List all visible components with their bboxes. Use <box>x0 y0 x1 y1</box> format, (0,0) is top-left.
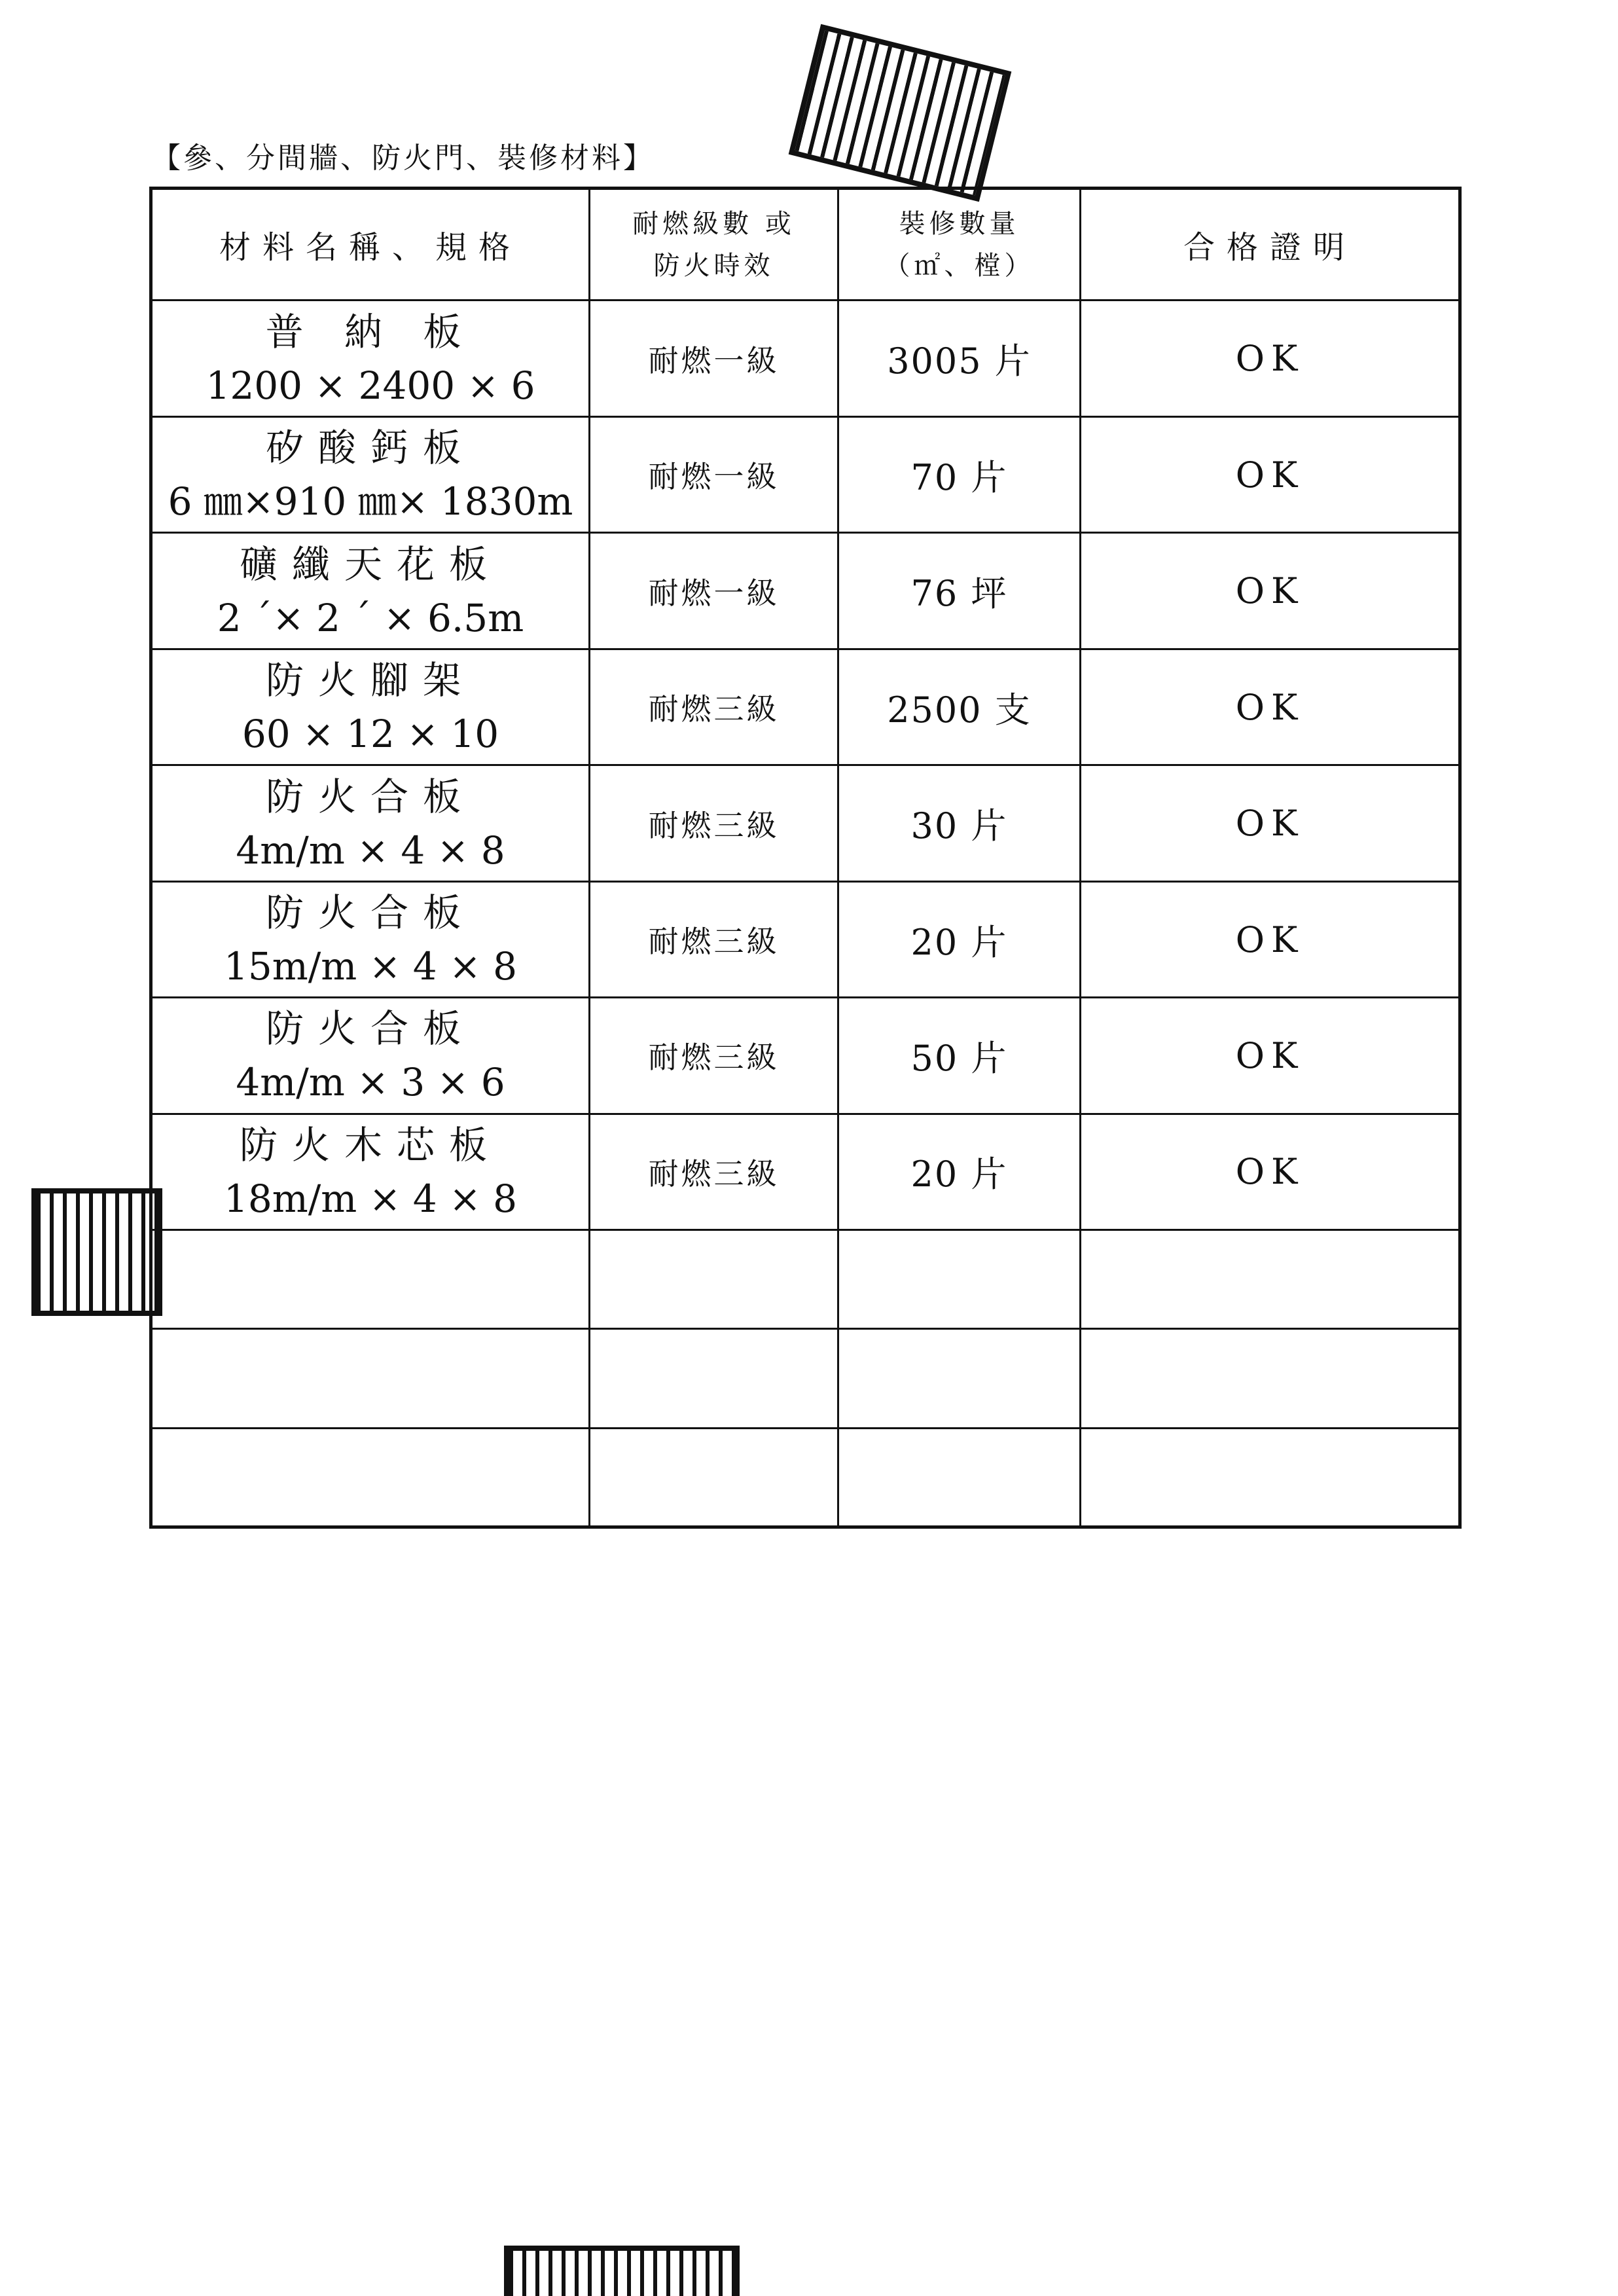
header-quantity <box>838 189 1081 301</box>
table-row <box>151 649 1460 765</box>
header-quantity-line1: 裝修數量 <box>899 208 1020 239</box>
quantity-cell: 20 片 <box>838 1114 1081 1230</box>
table-row <box>151 1114 1460 1230</box>
empty-table-row <box>151 1230 1460 1329</box>
quantity-cell: 30 片 <box>838 765 1081 881</box>
material-cell <box>151 881 590 997</box>
material-cell <box>151 533 590 649</box>
header-fire-rating-line1: 耐燃級數 或 <box>632 208 795 239</box>
empty-cell <box>838 1428 1081 1527</box>
quantity-cell: 76 坪 <box>838 533 1081 649</box>
material-spec: 4m/m × 3 × 6 <box>236 1060 505 1105</box>
material-name: 矽酸鈣板 <box>265 426 475 471</box>
empty-cell <box>590 1329 838 1428</box>
quantity-cell: 50 片 <box>838 998 1081 1114</box>
fire-rating-cell: 耐燃一級 <box>590 533 838 649</box>
material-cell <box>151 1114 590 1230</box>
seal-stamp-left <box>31 1188 162 1316</box>
material-spec: 18m/m × 4 × 8 <box>223 1176 518 1221</box>
empty-cell <box>590 1428 838 1527</box>
material-cell <box>151 998 590 1114</box>
table-row <box>151 998 1460 1114</box>
material-spec: 4m/m × 4 × 8 <box>236 828 505 873</box>
empty-cell <box>838 1329 1081 1428</box>
empty-table-row <box>151 1428 1460 1527</box>
material-cell <box>151 765 590 881</box>
quantity-cell: 70 片 <box>838 416 1081 532</box>
table-row <box>151 881 1460 997</box>
table-row <box>151 416 1460 532</box>
header-material-name <box>151 189 590 301</box>
empty-cell <box>151 1329 590 1428</box>
header-fire-rating-line2: 防火時效 <box>653 250 774 281</box>
fire-rating-cell: 耐燃一級 <box>590 301 838 416</box>
fire-rating-cell: 耐燃三級 <box>590 881 838 997</box>
empty-table-row <box>151 1329 1460 1428</box>
empty-cell <box>838 1230 1081 1329</box>
material-cell <box>151 649 590 765</box>
material-cell <box>151 416 590 532</box>
quantity-cell: 3005 片 <box>838 301 1081 416</box>
empty-cell <box>151 1230 590 1329</box>
fire-rating-cell: 耐燃三級 <box>590 998 838 1114</box>
material-cell <box>151 301 590 416</box>
fire-rating-cell: 耐燃三級 <box>590 649 838 765</box>
certification-cell: OK <box>1081 533 1460 649</box>
seal-stamp-bottom <box>504 2246 740 2296</box>
empty-cell <box>1081 1329 1460 1428</box>
certification-cell: OK <box>1081 649 1460 765</box>
certification-cell: OK <box>1081 1114 1460 1230</box>
fire-rating-cell: 耐燃一級 <box>590 416 838 532</box>
quantity-cell: 20 片 <box>838 881 1081 997</box>
header-certification-text: 合格證明 <box>1183 229 1356 266</box>
fire-rating-cell: 耐燃三級 <box>590 765 838 881</box>
material-name: 防火木芯板 <box>239 1122 501 1167</box>
quantity-cell: 2500 支 <box>838 649 1081 765</box>
material-spec: 1200 × 2400 × 6 <box>206 363 535 408</box>
empty-cell <box>1081 1428 1460 1527</box>
certification-cell: OK <box>1081 881 1460 997</box>
header-material-name-text: 材料名稱、規格 <box>219 229 522 266</box>
table-header-row <box>151 189 1460 301</box>
certification-cell: OK <box>1081 301 1460 416</box>
empty-cell <box>151 1428 590 1527</box>
seal-stamp-top <box>789 24 1012 202</box>
material-spec: 60 × 12 × 10 <box>242 712 499 757</box>
section-title: 【參、分間牆、防火門、裝修材料】 <box>152 141 655 175</box>
material-spec: 15m/m × 4 × 8 <box>223 944 518 989</box>
certification-cell: OK <box>1081 416 1460 532</box>
certification-cell: OK <box>1081 998 1460 1114</box>
table-row <box>151 301 1460 416</box>
material-name: 防火合板 <box>265 1006 475 1051</box>
fire-rating-cell: 耐燃三級 <box>590 1114 838 1230</box>
material-name: 普 納 板 <box>265 309 476 354</box>
table-row <box>151 765 1460 881</box>
header-quantity-line2: （㎡、樘） <box>884 250 1035 281</box>
empty-cell <box>590 1230 838 1329</box>
header-fire-rating <box>590 189 838 301</box>
material-name: 防火腳架 <box>265 658 475 703</box>
materials-table <box>149 187 1462 1529</box>
material-name: 礦纖天花板 <box>239 541 501 587</box>
table-row <box>151 533 1460 649</box>
material-name: 防火合板 <box>265 774 475 819</box>
header-certification <box>1081 189 1460 301</box>
empty-cell <box>1081 1230 1460 1329</box>
certification-cell: OK <box>1081 765 1460 881</box>
material-name: 防火合板 <box>265 890 475 935</box>
material-spec: 6 ㎜×910 ㎜× 1830m <box>168 479 573 524</box>
material-spec: 2 ´× 2 ´ × 6.5m <box>217 595 524 640</box>
